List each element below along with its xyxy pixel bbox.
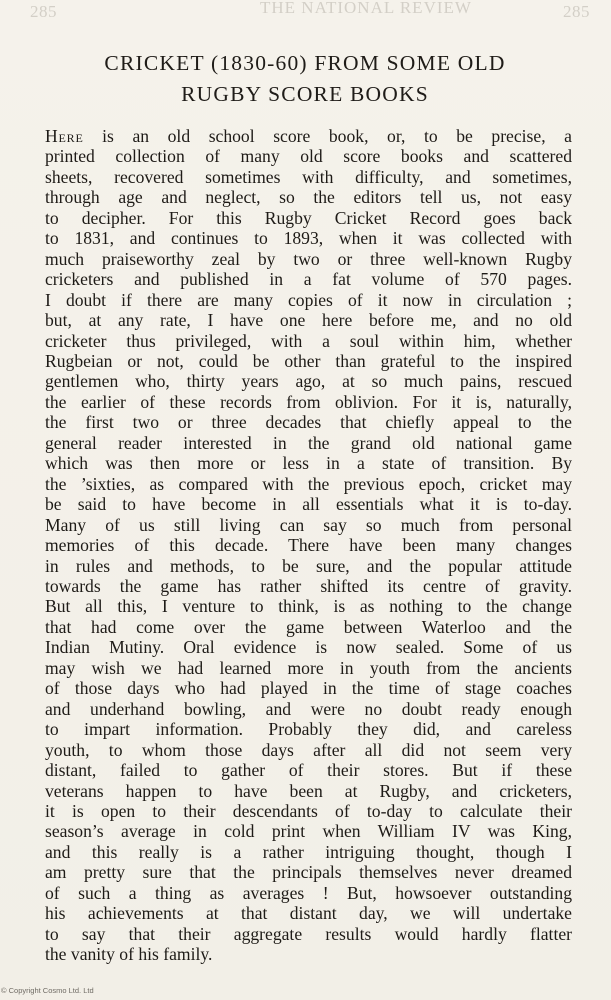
body-text-line: But all this, I venture to think, is as nothing to the change [45,596,572,617]
body-text-line: season’s average in cold print when William IV was King, [45,821,572,842]
body-text-line: the vanity of his family. [45,944,213,965]
body-text-line: but, at any rate, I have one here before me, and no old [45,310,572,331]
body-text-line: of those days who had played in the time of stage coaches [45,678,572,699]
copyright-notice: © Copyright Cosmo Ltd. Ltd [1,986,94,995]
body-text-line: printed collection of many old score books and scattered [45,146,572,167]
body-text-line: cricketers and published in a fat volume of 570 pages. [45,269,572,290]
body-text-line: am pretty sure that the principals themselves never dreamed [45,862,572,883]
body-text-line: to say that their aggregate results would hardly flatter [45,923,572,944]
article-body [45,126,572,965]
body-text-line: the first two or three decades that chiefly appeal to the [45,412,572,433]
article-title-line-2: RUGBY SCORE BOOKS [181,82,429,107]
body-text-line: through age and neglect, so the editors tell us, not easy [45,187,572,208]
body-text-line: to impart information. Probably they did, and careless [45,719,572,740]
body-text-line: memories of this decade. There have been many changes [45,535,572,556]
body-text-line: Rugbeian or not, could be other than grateful to the inspired [45,350,572,371]
body-text-line: the earlier of these records from oblivion. For it is, naturally, [45,391,572,412]
body-text-line: in rules and methods, to be sure, and the popular attitude [45,555,572,576]
bleed-page-number-left: 285 [30,2,57,21]
body-text-line: veterans happen to have been at Rugby, and cricketers, [45,780,572,801]
body-text-line: to 1831, and continues to 1893, when it was collected with [45,228,572,249]
body-text-line: that had come over the game between Waterloo and the [45,616,572,637]
lead-word: Here [45,126,84,146]
body-text-line: cricketer thus privileged, with a soul within him, whether [45,330,572,351]
article-title-line-1: CRICKET (1830-60) FROM SOME OLD [104,51,506,76]
body-text-line: be said to have become in all essentials what it is to-day. [45,494,572,515]
body-text-line: of such a thing as averages ! But, howsoever outstanding [45,882,572,903]
body-text-line: to decipher. For this Rugby Cricket Record goes back [45,207,572,228]
body-text-line: the ’sixties, as compared with the previous epoch, cricket may [45,473,572,494]
body-text-line: may wish we had learned more in youth from the ancients [45,657,572,678]
body-text-line: gentlemen who, thirty years ago, at so much pains, rescued [45,371,572,392]
body-text-line: general reader interested in the grand old national game [45,432,572,453]
body-text-line: sheets, recovered sometimes with difficulty, and sometimes, [45,166,572,187]
body-text-line: youth, to whom those days after all did not seem very [45,739,572,760]
body-text-line: his achievements at that distant day, we will undertake [45,903,572,924]
body-text-line: it is open to their descendants of to-day to calculate their [45,800,572,821]
body-text-line: much praiseworthy zeal by two or three well-known Rugby [45,248,572,269]
body-text-line [45,126,572,146]
body-text-line: which was then more or less in a state of transition. By [45,453,572,474]
page-header-bleed-through [30,2,590,22]
body-text-line: distant, failed to gather of their stores. But if these [45,760,572,781]
bleed-running-header: THE NATIONAL REVIEW [260,2,472,17]
body-text-line: and this really is a rather intriguing thought, though I [45,841,572,862]
body-text-line: towards the game has rather shifted its centre of gravity. [45,575,572,596]
body-text-line: and underhand bowling, and were no doubt ready enough [45,698,572,719]
body-text-line-content: is an old school score book, or, to be precise, a [83,126,572,146]
body-text-line: Many of us still living can say so much from personal [45,514,572,535]
bleed-page-number-right: 285 [563,2,590,21]
body-text-line: Indian Mutiny. Oral evidence is now sealed. Some of us [45,637,572,658]
body-text-line: I doubt if there are many copies of it now in circulation ; [45,289,572,310]
article-title [40,48,570,110]
